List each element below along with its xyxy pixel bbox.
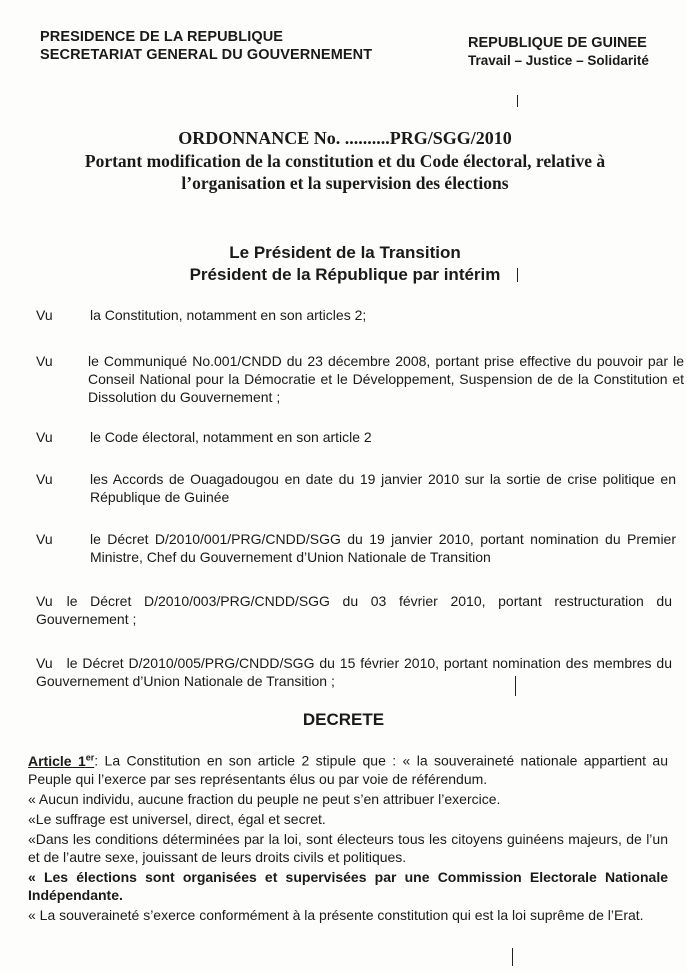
visa-item [36, 306, 676, 324]
visa-item [36, 352, 684, 406]
president-title-block [30, 242, 660, 286]
article-1-paragraph-bold: « Les élections sont organisées et supervisées par une Commission Electorale Nationale Indépendante. [28, 868, 668, 903]
article-1-paragraph: « La souveraineté s’exerce conformément à la présente constitution qui est la loi suprême de l’Erat. [28, 906, 644, 923]
issuer-line-secretariat: SECRETARIAT GENERAL DU GOUVERNEMENT [40, 47, 373, 63]
country-name: REPUBLIQUE DE GUINEE [468, 35, 647, 51]
article-1-intro [28, 748, 668, 788]
ordinance-subject-line-1: Portant modification de la constitution et du Code électoral, relative à [84, 151, 606, 171]
visa-label: Vu [36, 307, 53, 323]
president-line-1: Le Président de la Transition [229, 243, 461, 262]
visa-label: Vu [36, 531, 53, 547]
visa-label: Vu [36, 471, 53, 487]
country-header [468, 34, 649, 70]
article-1-intro-text: : La Constitution en son article 2 stipule que : « la souveraineté nationale appartient au Peuple qui l’exerce par ses représentants élus ou par voie de référendum. [28, 752, 668, 787]
visa-label: Vu [36, 353, 53, 369]
ordinance-title-block [30, 126, 660, 194]
visa-item [36, 530, 676, 566]
visa-label: Vu [36, 593, 53, 609]
article-1-label-sup: er [85, 752, 95, 762]
visa-text: le Communiqué No.001/CNDD du 23 décembre 2008, portant prise effective du pouvoir par le Conseil National pour la Démocratie et le Développement, Suspension de de la Constitution et Dissolution du Gouvernement ; [88, 353, 684, 405]
article-1-paragraph: «Le suffrage est universel, direct, égal et secret. [28, 810, 326, 827]
visa-text: les Accords de Ouagadougou en date du 19 janvier 2010 sur la sortie de crise politique en République de Guinée [90, 471, 676, 505]
issuer-header [40, 28, 372, 64]
country-motto: Travail – Justice – Solidarité [468, 53, 649, 68]
ordinance-subject-line-2: l’organisation et la supervision des élections [181, 173, 509, 193]
scan-mark [515, 676, 516, 696]
visa-text: le Décret D/2010/003/PRG/CNDD/SGG du 03 février 2010, portant restructuration du Gouvernement ; [36, 593, 672, 627]
visa-label: Vu [36, 655, 53, 671]
article-1-label [28, 753, 94, 769]
visa-item [36, 470, 676, 506]
visa-item [36, 428, 676, 446]
president-line-2: Président de la République par intérim [189, 265, 501, 284]
scan-mark [517, 95, 518, 107]
visa-item [36, 654, 672, 690]
visa-text: la Constitution, notamment en son articles 2; [90, 307, 367, 323]
visa-text: le Code électoral, notamment en son article 2 [90, 429, 372, 445]
visa-text: le Décret D/2010/001/PRG/CNDD/SGG du 19 janvier 2010, portant nomination du Premier Ministre, Chef du Gouvernement d’Union Nationale de Transition [90, 531, 676, 565]
scan-mark [517, 268, 518, 282]
article-1-paragraph: «Dans les conditions déterminées par la loi, sont électeurs tous les citoyens guinéens majeurs, de l’un et de l’autre sexe, jouissant de leurs droits civils et politiques. [28, 830, 668, 865]
scan-mark [512, 948, 513, 966]
article-1 [28, 748, 668, 926]
visa-text: le Décret D/2010/005/PRG/CNDD/SGG du 15 février 2010, portant nomination des membres du Gouvernement d’Union Nationale de Transition ; [36, 655, 672, 689]
ordinance-number: ORDONNANCE No. ..........PRG/SGG/2010 [178, 128, 512, 148]
visa-item [36, 592, 672, 628]
decrete-heading: DECRETE [302, 710, 385, 729]
issuer-line-presidency: PRESIDENCE DE LA REPUBLIQUE [40, 29, 284, 45]
visa-label: Vu [36, 429, 53, 445]
article-1-paragraph: « Aucun individu, aucune fraction du peuple ne peut s’en attribuer l’exercice. [28, 790, 501, 807]
visa-paragraph [36, 654, 672, 690]
visa-paragraph [36, 592, 672, 628]
article-1-label-text: Article 1 [28, 752, 86, 769]
